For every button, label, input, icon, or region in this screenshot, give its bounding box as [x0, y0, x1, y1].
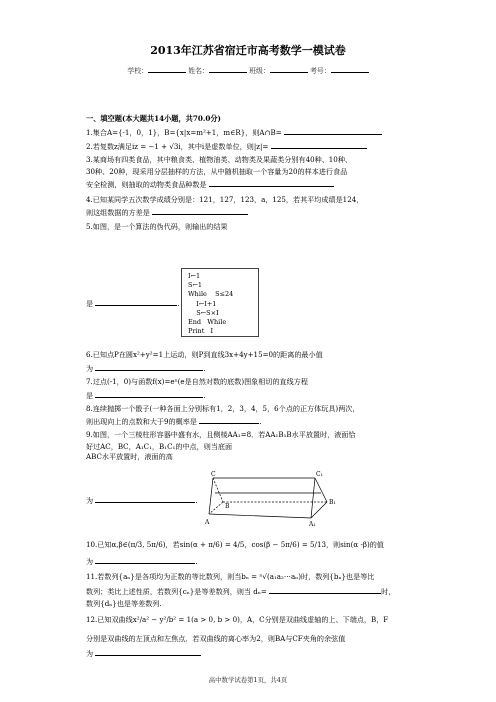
section-heading: 一、填空题(本大题共14小题，共70.0分): [86, 114, 221, 123]
question-11-line-3: 数列{dₙ}也是等差数列.: [86, 599, 162, 608]
answer-blank-7[interactable]: [95, 390, 203, 398]
question-4-line-1: 4.已知某同学五次数学成绩分别是：121，127，123，a，125，若其平均成绩是124，: [86, 195, 364, 204]
question-8-line-1: 8.连续抛掷一个骰子(一种各面上分别标有1，2，3，4，5，6个点的正方体玩具)两次，: [86, 404, 360, 413]
question-12-line-2: 分别是双曲线的左顶点和左焦点．若双曲线的离心率为2，则BA与CF夹角的余弦值: [86, 634, 346, 643]
question-10: 为 .: [86, 557, 198, 566]
label-c: C: [211, 471, 216, 478]
label-b1: B₁: [329, 499, 336, 506]
school-blank[interactable]: [148, 65, 186, 73]
question-9: 为 .: [86, 496, 198, 505]
answer-blank-12[interactable]: [95, 648, 201, 656]
question-10-line-1: 10.已知α,β∈(π/3, 5π/6)，若sin(α + π/6) = 4/5，cos(β − 5π/6) = 5/13，则sin(α -β)的值: [86, 540, 384, 549]
answer-blank-11[interactable]: [269, 586, 381, 594]
answer-blank-10[interactable]: [95, 556, 195, 564]
question-9-line-1: 9.如图，一个三棱柱形容器中盛有水，且侧棱AA₁=8．若AA₁B₁B水平放置时，液面恰: [86, 430, 356, 439]
code-line: I←I+1: [188, 299, 217, 308]
question-6-line-1: 6.已知点P在圆x²+y²=1上运动，则P到直线3x+4y+15=0的距离的最小值: [86, 350, 323, 359]
code-line: S←1: [188, 281, 203, 290]
label-a1: A₁: [309, 521, 316, 528]
question-2: 2.若复数z满足iz = −1 + √3i，其中i是虚数单位，则|z|=: [86, 141, 416, 152]
question-12: 为: [86, 648, 416, 659]
answer-blank-2[interactable]: [271, 141, 367, 149]
student-info-line: [0, 65, 496, 76]
question-11: 数列；类比上述性质，若数列{cₙ}是等差数列，则当 dₙ= 时，: [86, 587, 396, 596]
question-8: 则出现向上的点数和大于9的概率是 .: [86, 417, 262, 426]
question-12-line-1: 12.已知双曲线x²/a² − y²/b² = 1(a > 0, b > 0)，A，C分别是双曲线虚轴的上、下端点，B，F: [86, 615, 389, 624]
answer-blank-4[interactable]: [152, 207, 248, 215]
name-label: 姓名：: [188, 67, 209, 75]
answer-blank-8[interactable]: [199, 416, 259, 424]
question-3-line-2: 30种、20种，现采用分层抽样的方法，从中随机抽取一个容量为20的样本进行食品: [86, 167, 348, 176]
question-5: 是 .: [86, 299, 180, 308]
school-label: 学校：: [127, 67, 149, 75]
code-line: I←1: [188, 272, 201, 280]
name-blank[interactable]: [209, 65, 247, 73]
question-3-line-1: 3.某商场有四类食品，其中粮食类、植物油类、动物类及果蔬类分别有40种、10种、: [86, 155, 353, 164]
question-6: 为 .: [86, 364, 206, 373]
label-a: A: [205, 519, 210, 526]
label-c1: C₁: [316, 471, 323, 478]
code-line: End While: [188, 318, 227, 327]
page-footer: 高中数学试卷第1页，共4页: [208, 676, 288, 684]
code-line: Print I: [188, 327, 214, 336]
code-line: While S≤24: [188, 290, 234, 299]
class-label: 班级：: [249, 67, 270, 75]
answer-blank-6[interactable]: [95, 363, 203, 371]
answer-blank-3[interactable]: [209, 179, 334, 187]
exam-no-blank[interactable]: [331, 65, 369, 73]
question-7: 是 .: [86, 391, 206, 400]
label-b: B: [225, 503, 230, 510]
question-3: 安全检测，则抽取的动物类食品种数是: [86, 179, 416, 190]
prism-figure: [205, 466, 345, 528]
answer-blank-1[interactable]: [284, 127, 382, 135]
code-line: S←S×I: [188, 308, 219, 317]
question-1: 1.集合A={-1，0，1}，B={x|x=m²+1，m∈R}，则A∩B=: [86, 127, 416, 138]
exam-no-label: 考号：: [309, 67, 331, 75]
question-4: 则这组数据的方差是: [86, 207, 416, 218]
question-5-line-1: 5.如图，是一个算法的伪代码，则输出的结果: [86, 222, 228, 231]
page-title: 2013年江苏省宿迁市高考数学一模试卷: [150, 44, 346, 57]
answer-blank-9[interactable]: [95, 495, 195, 503]
answer-blank-5[interactable]: [95, 298, 177, 306]
question-11-line-1: 11.若数列{aₙ}是各项均为正数的等比数列，则当bₙ = ⁿ√(a₁a₂⋯aₙ)时，数列{bₙ}也是等比: [86, 572, 375, 581]
question-9-line-2: 好过AC，BC，A₁C₁，B₁C₁的中点，则当底面ABC水平放置时，液面的高: [86, 442, 233, 461]
question-7-line-1: 7.过点(-1，0)与函数f(x)=eˣ(e是自然对数的底数)图象相切的直线方程: [86, 377, 308, 386]
class-blank[interactable]: [270, 65, 308, 73]
